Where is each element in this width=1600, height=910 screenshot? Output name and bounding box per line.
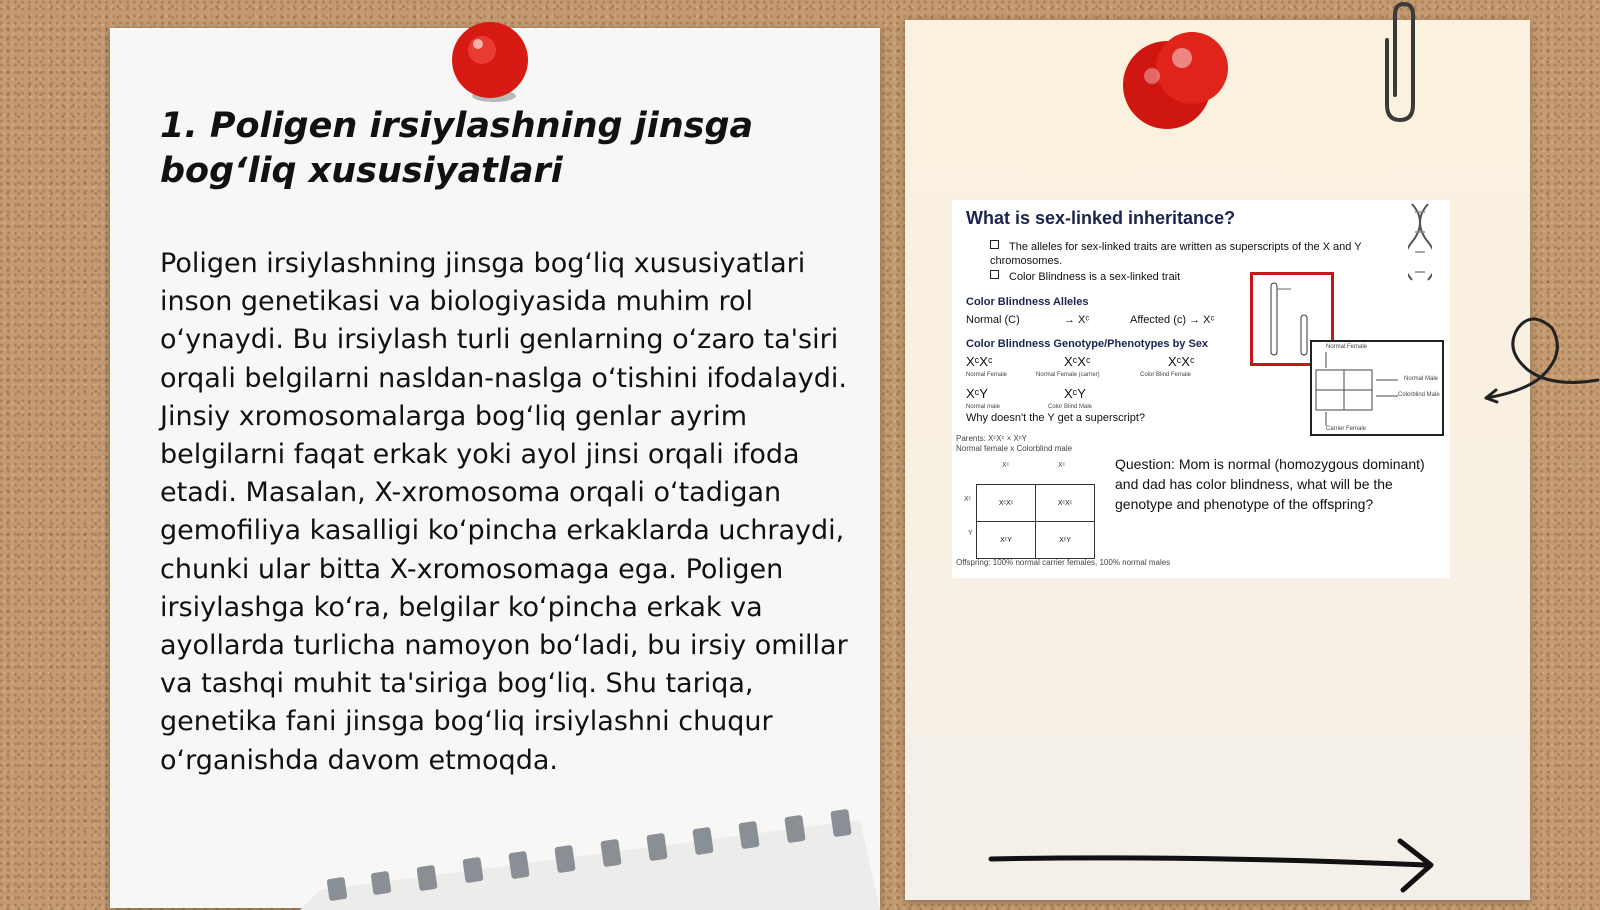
slide-title: What is sex-linked inheritance? — [966, 208, 1236, 228]
parents-sub: Normal female x Colorblind male — [956, 444, 1073, 453]
punnett-cell: XᶜXᶜ — [1036, 485, 1095, 522]
genotype: XᶜY — [966, 386, 988, 401]
punnett-cell: XᶜY — [1036, 522, 1095, 559]
phenotype-label: Normal Female (carrier) — [1036, 372, 1100, 378]
punnett-cell: XᶜY — [977, 522, 1036, 559]
slide-bullet: The alleles for sex-linked traits are written as superscripts of the X and Y chromosomes. — [990, 241, 1362, 267]
normal-allele: Normal (C) — [966, 314, 1020, 326]
pushpin-icon — [452, 20, 532, 105]
genotype: XᶜY — [1064, 386, 1086, 401]
torn-paper-strip — [300, 800, 880, 910]
punnett-side-allele: Y — [968, 530, 973, 537]
note-body-text: Poligen irsiylashning jinsga bog‘liq xususiyatlari inson genetikasi va biologiyasida muhim rol o‘ynaydi. Bu irsiylash turli genlarning o‘zaro ta'siri orqali belgilarni nasldan-naslga o‘tishini ifodalaydi. Jinsiy xromosomalarga bog‘liq genlar ayrim belgilarni faqat erkak yoki ayol jinsi orqali ifoda etadi. Masalan, X-xromosoma orqali o‘tadigan gemofiliya kasalligi ko‘pincha erkaklarda uchraydi, chunki ular bitta X-xromosomaga ega. Poligen irsiylashga ko‘ra, belgilar ko‘pincha erkak va ayollarda turlicha namoyon bo‘ladi, bu irsiy omillar va tashqi muhit ta'siriga bog‘liq. Shu tariqa, genetika fani jinsga bog‘liq irsiylashni chuqur o‘rganishda davom etmoqda. — [160, 248, 848, 776]
genotype: XᶜXᶜ — [1064, 354, 1091, 369]
punnett-top-allele: Xᶜ — [1058, 462, 1066, 469]
phenotype-label: Color Blind Female — [1140, 372, 1192, 378]
paperclip-icon — [1375, 0, 1425, 125]
phenotype-label: Normal Female — [966, 372, 1008, 378]
diagram-label: Carrier Female — [1326, 426, 1367, 432]
diagram-label: Colorblind Male — [1398, 392, 1440, 398]
diagram-label: Normal Female — [1326, 344, 1368, 350]
genotype: XᶜXᶜ — [1168, 354, 1195, 369]
phenotype-label: Normal male — [966, 404, 1001, 410]
punnett-cell: XᶜXᶜ — [977, 485, 1036, 522]
curly-arrow-icon — [1482, 310, 1600, 410]
dna-icon — [1408, 202, 1432, 282]
arrow-right-icon — [985, 835, 1455, 895]
slide-question: Question: Mom is normal (homozygous dominant) and dad has color blindness, what will be the genotype and phenotype of the offspring? — [1115, 456, 1425, 512]
inheritance-diagram — [1310, 340, 1444, 436]
offspring-result: Offspring: 100% normal carrier females, 100% normal males — [956, 558, 1171, 567]
checkbox-square-icon — [990, 270, 999, 279]
note-title: 1. Poligen irsiylashning jinsga bog‘liq xususiyatlari — [160, 106, 754, 191]
genotype-header: Color Blindness Genotype/Phenotypes by Sex — [966, 338, 1209, 350]
affected-allele: Affected (c) → Xᶜ — [1130, 314, 1215, 326]
diagram-label: Normal Male — [1404, 376, 1439, 382]
pushpin-icon — [1122, 30, 1237, 135]
diagram-grid — [1312, 342, 1442, 434]
punnett-square — [976, 484, 1095, 559]
alleles-header: Color Blindness Alleles — [966, 296, 1089, 308]
punnett-side-allele: Xᶜ — [964, 496, 972, 503]
why-question: Why doesn't the Y get a superscript? — [966, 412, 1146, 424]
checkbox-square-icon — [990, 240, 999, 249]
punnett-top-allele: Xᶜ — [1002, 462, 1010, 469]
sex-linked-slide — [952, 200, 1450, 578]
parents-line: Parents: XᶜXᶜ × XᶜY — [956, 434, 1027, 443]
phenotype-label: Color Blind Male — [1048, 404, 1093, 410]
genotype: XᶜXᶜ — [966, 354, 993, 369]
normal-allele-arrow: → Xᶜ — [1064, 314, 1090, 326]
slide-bullet: Color Blindness is a sex-linked trait — [990, 270, 1180, 284]
